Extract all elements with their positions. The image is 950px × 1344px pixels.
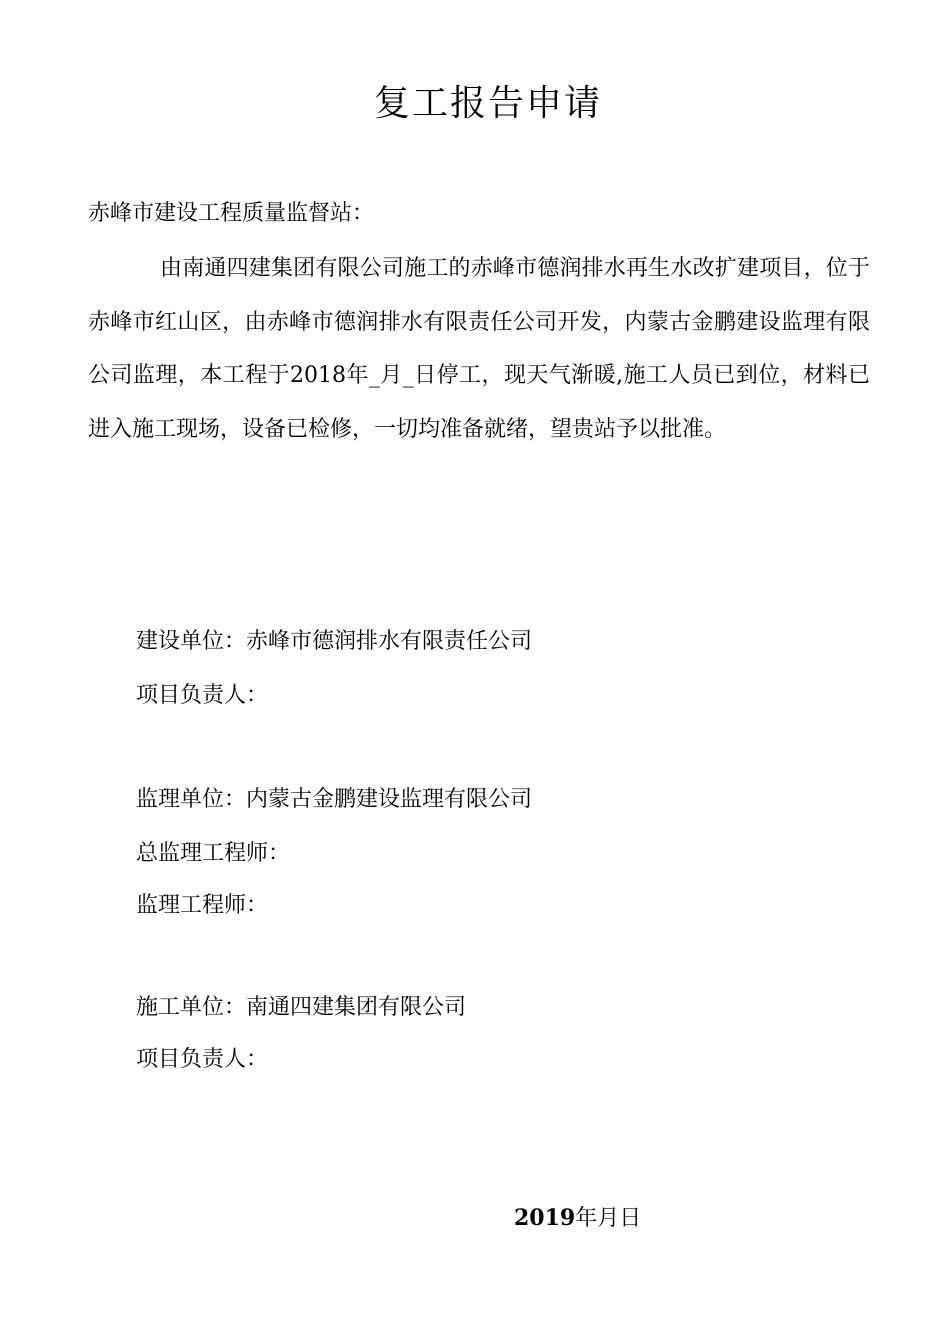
- document-title: 复工报告申请: [373, 83, 602, 124]
- construction-manager-line: 项目负责人：: [136, 683, 269, 708]
- contractor-manager-line: 项目负责人：: [136, 1047, 269, 1072]
- salutation: 赤峰市建设工程质量监督站：: [88, 201, 375, 226]
- body-paragraph: 由南通四建集团有限公司施工的赤峰市德润排水再生水改扩建项目，位于赤峰市红山区，由赤峰市德润排水有限责任公司开发，内蒙古金鹏建设监理有限公司监理，本工程于2018年_月_日停工，现天气渐暖,施工人员已到位，材料已进入施工现场，设备已检修，一切均准备就绪，望贵站予以批准。: [88, 256, 870, 442]
- date-year: 2019: [514, 1205, 576, 1231]
- date-line: [514, 1198, 641, 1239]
- supervision-unit-line: 监理单位：内蒙古金鹏建设监理有限公司: [136, 787, 533, 812]
- date-rest: 年月日: [575, 1206, 642, 1231]
- construction-unit-line: 建设单位：赤峰市德润排水有限责任公司: [136, 629, 533, 654]
- contractor-unit-line: 施工单位：南通四建集团有限公司: [136, 995, 467, 1020]
- supervisor-line: 监理工程师：: [136, 893, 269, 918]
- chief-supervisor-line: 总监理工程师：: [136, 841, 291, 866]
